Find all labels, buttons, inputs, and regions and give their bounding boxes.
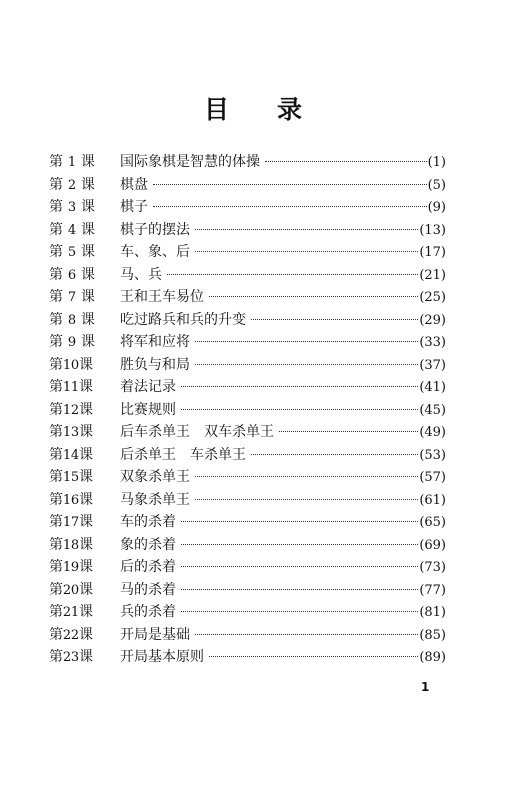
lesson-title: 双象杀单王 bbox=[120, 469, 190, 485]
lesson-index: 5 bbox=[67, 245, 76, 260]
lesson-suffix: 课 bbox=[80, 199, 95, 215]
dot-leader bbox=[181, 611, 418, 612]
lesson-index: 18 bbox=[62, 537, 79, 553]
lesson-index: 16 bbox=[62, 492, 79, 508]
dot-leader bbox=[181, 409, 418, 410]
lesson-suffix: 课 bbox=[78, 356, 93, 373]
dot-leader bbox=[181, 386, 418, 387]
lesson-title: 将军和应将 bbox=[120, 334, 190, 350]
lesson-prefix: 第 bbox=[49, 154, 63, 170]
lesson-index: 20 bbox=[62, 582, 79, 598]
lesson-number bbox=[49, 264, 120, 288]
lesson-index: 19 bbox=[62, 560, 79, 575]
lesson-title: 开局基本原则 bbox=[120, 649, 204, 665]
lesson-number bbox=[49, 421, 120, 445]
lesson-page: (5) bbox=[427, 177, 446, 193]
lesson-prefix: 第 bbox=[49, 176, 63, 193]
lesson-prefix: 第 bbox=[49, 356, 63, 373]
lesson-number bbox=[49, 624, 120, 648]
lesson-prefix: 第 bbox=[49, 379, 63, 395]
lesson-number bbox=[49, 489, 120, 513]
lesson-prefix: 第 bbox=[49, 401, 63, 418]
dot-leader bbox=[195, 364, 418, 365]
lesson-number bbox=[49, 399, 120, 423]
lesson-title: 棋子的摆法 bbox=[120, 221, 190, 238]
lesson-page: (65) bbox=[419, 515, 446, 530]
lesson-suffix: 课 bbox=[78, 514, 93, 530]
lesson-suffix: 课 bbox=[78, 649, 93, 665]
lesson-suffix: 课 bbox=[80, 221, 95, 238]
lesson-suffix: 课 bbox=[78, 469, 93, 485]
lesson-prefix: 第 bbox=[49, 514, 63, 530]
lesson-page: (29) bbox=[419, 312, 446, 328]
lesson-index: 7 bbox=[67, 290, 76, 305]
lesson-index: 1 bbox=[67, 155, 76, 170]
toc-entry bbox=[49, 489, 446, 512]
dot-leader bbox=[251, 454, 418, 455]
lesson-number bbox=[49, 151, 120, 175]
lesson-prefix: 第 bbox=[49, 424, 63, 440]
lesson-number bbox=[49, 579, 120, 603]
lesson-suffix: 课 bbox=[78, 491, 93, 508]
lesson-index: 12 bbox=[62, 402, 79, 418]
toc-entry bbox=[49, 264, 446, 287]
lesson-suffix: 课 bbox=[80, 289, 95, 305]
lesson-prefix: 第 bbox=[49, 649, 63, 665]
lesson-index: 21 bbox=[62, 605, 79, 620]
lesson-page: (37) bbox=[419, 357, 446, 373]
toc-entry bbox=[49, 376, 446, 399]
lesson-page: (73) bbox=[419, 560, 446, 575]
lesson-index: 17 bbox=[62, 515, 79, 530]
lesson-page: (33) bbox=[419, 335, 446, 350]
lesson-number bbox=[49, 511, 120, 535]
toc-entry bbox=[49, 421, 446, 444]
lesson-prefix: 第 bbox=[49, 266, 63, 283]
lesson-page: (77) bbox=[419, 582, 446, 598]
toc-entry bbox=[49, 399, 446, 422]
lesson-title: 车的杀着 bbox=[120, 514, 176, 530]
lesson-page: (85) bbox=[419, 627, 446, 643]
lesson-page: (21) bbox=[419, 267, 446, 283]
lesson-prefix: 第 bbox=[49, 536, 63, 553]
lesson-page: (25) bbox=[419, 290, 446, 305]
dot-leader bbox=[181, 544, 418, 545]
dot-leader bbox=[195, 499, 418, 500]
lesson-prefix: 第 bbox=[49, 199, 63, 215]
toc-entry bbox=[49, 309, 446, 332]
lesson-index: 10 bbox=[62, 357, 79, 373]
lesson-index: 23 bbox=[62, 650, 79, 665]
lesson-title: 马的杀着 bbox=[120, 581, 176, 598]
lesson-page: (1) bbox=[427, 155, 446, 170]
dot-leader bbox=[209, 656, 418, 657]
lesson-page: (17) bbox=[419, 245, 446, 260]
lesson-suffix: 课 bbox=[78, 446, 93, 463]
lesson-number bbox=[49, 286, 120, 310]
lesson-index: 11 bbox=[62, 380, 79, 395]
lesson-prefix: 第 bbox=[49, 626, 63, 643]
lesson-title: 车、象、后 bbox=[120, 244, 190, 260]
toc-entry bbox=[49, 646, 446, 669]
lesson-suffix: 课 bbox=[78, 604, 93, 620]
dot-leader bbox=[181, 589, 418, 590]
lesson-index: 15 bbox=[62, 470, 79, 485]
lesson-suffix: 课 bbox=[80, 176, 95, 193]
lesson-page: (61) bbox=[419, 492, 446, 508]
page-title bbox=[0, 92, 506, 128]
lesson-title: 兵的杀着 bbox=[120, 604, 176, 620]
lesson-suffix: 课 bbox=[78, 626, 93, 643]
lesson-suffix: 课 bbox=[80, 244, 95, 260]
lesson-number bbox=[49, 444, 120, 468]
dot-leader bbox=[195, 341, 418, 342]
lesson-number bbox=[49, 646, 120, 670]
dot-leader bbox=[195, 634, 418, 635]
lesson-prefix: 第 bbox=[49, 221, 63, 238]
lesson-suffix: 课 bbox=[78, 379, 93, 395]
dot-leader bbox=[279, 431, 418, 432]
lesson-page: (53) bbox=[419, 447, 446, 463]
lesson-suffix: 课 bbox=[80, 311, 95, 328]
dot-leader bbox=[181, 566, 418, 567]
toc-entry bbox=[49, 579, 446, 602]
lesson-page: (69) bbox=[419, 537, 446, 553]
lesson-suffix: 课 bbox=[78, 536, 93, 553]
title-char-left: 目 bbox=[203, 95, 229, 124]
lesson-page: (57) bbox=[419, 470, 446, 485]
lesson-suffix: 课 bbox=[78, 424, 93, 440]
lesson-title: 吃过路兵和兵的升变 bbox=[120, 311, 246, 328]
dot-leader bbox=[167, 274, 418, 275]
lesson-index: 8 bbox=[67, 312, 76, 328]
lesson-number bbox=[49, 174, 120, 198]
lesson-page: (89) bbox=[419, 650, 446, 665]
lesson-title: 国际象棋是智慧的体操 bbox=[120, 154, 260, 170]
dot-leader bbox=[153, 206, 427, 207]
lesson-number bbox=[49, 241, 120, 265]
toc-entry bbox=[49, 601, 446, 624]
lesson-title: 马、兵 bbox=[120, 266, 162, 283]
toc-entry bbox=[49, 174, 446, 197]
toc-entry bbox=[49, 196, 446, 219]
lesson-suffix: 课 bbox=[80, 334, 95, 350]
toc-entry bbox=[49, 354, 446, 377]
lesson-prefix: 第 bbox=[49, 289, 63, 305]
lesson-title: 着法记录 bbox=[120, 379, 176, 395]
title-char-right: 录 bbox=[277, 95, 303, 124]
dot-leader bbox=[209, 296, 418, 297]
lesson-number bbox=[49, 376, 120, 400]
toc-entry bbox=[49, 151, 446, 174]
lesson-title: 象的杀着 bbox=[120, 536, 176, 553]
lesson-number bbox=[49, 534, 120, 558]
lesson-number bbox=[49, 466, 120, 490]
lesson-suffix: 课 bbox=[78, 581, 93, 598]
lesson-page: (81) bbox=[419, 605, 446, 620]
dot-leader bbox=[153, 184, 427, 185]
lesson-title: 王和王车易位 bbox=[120, 289, 204, 305]
lesson-index: 14 bbox=[62, 447, 79, 463]
lesson-number bbox=[49, 196, 120, 220]
dot-leader bbox=[195, 476, 418, 477]
lesson-prefix: 第 bbox=[49, 581, 63, 598]
lesson-number bbox=[49, 331, 120, 355]
lesson-prefix: 第 bbox=[49, 604, 63, 620]
lesson-suffix: 课 bbox=[78, 401, 93, 418]
lesson-title: 后杀单王 车杀单王 bbox=[120, 446, 246, 463]
lesson-suffix: 课 bbox=[80, 266, 95, 283]
lesson-page: (45) bbox=[419, 402, 446, 418]
lesson-prefix: 第 bbox=[49, 311, 63, 328]
dot-leader bbox=[265, 161, 427, 162]
lesson-prefix: 第 bbox=[49, 469, 63, 485]
lesson-index: 4 bbox=[67, 222, 76, 238]
lesson-number bbox=[49, 219, 120, 243]
dot-leader bbox=[251, 319, 418, 320]
lesson-number bbox=[49, 556, 120, 580]
toc-entry bbox=[49, 511, 446, 534]
lesson-index: 2 bbox=[67, 177, 76, 193]
lesson-title: 比赛规则 bbox=[120, 401, 176, 418]
toc-entry bbox=[49, 534, 446, 557]
lesson-suffix: 课 bbox=[80, 154, 95, 170]
lesson-number bbox=[49, 354, 120, 378]
lesson-title: 马象杀单王 bbox=[120, 491, 190, 508]
lesson-page: (9) bbox=[427, 200, 446, 215]
toc-entry bbox=[49, 624, 446, 647]
lesson-title: 开局是基础 bbox=[120, 626, 190, 643]
toc-entry bbox=[49, 466, 446, 489]
toc-entry bbox=[49, 444, 446, 467]
lesson-prefix: 第 bbox=[49, 334, 63, 350]
toc-entry bbox=[49, 556, 446, 579]
lesson-prefix: 第 bbox=[49, 559, 63, 575]
lesson-suffix: 课 bbox=[78, 559, 93, 575]
lesson-prefix: 第 bbox=[49, 244, 63, 260]
toc-entry bbox=[49, 331, 446, 354]
lesson-title: 胜负与和局 bbox=[120, 356, 190, 373]
lesson-index: 9 bbox=[67, 335, 76, 350]
lesson-page: (41) bbox=[419, 380, 446, 395]
toc-entry bbox=[49, 241, 446, 264]
lesson-index: 3 bbox=[67, 200, 76, 215]
lesson-index: 22 bbox=[62, 627, 79, 643]
lesson-number bbox=[49, 601, 120, 625]
lesson-index: 13 bbox=[62, 425, 79, 440]
lesson-number bbox=[49, 309, 120, 333]
lesson-title: 后的杀着 bbox=[120, 559, 176, 575]
lesson-index: 6 bbox=[67, 267, 76, 283]
dot-leader bbox=[195, 251, 418, 252]
dot-leader bbox=[181, 521, 418, 522]
lesson-title: 棋子 bbox=[120, 199, 148, 215]
lesson-page: (13) bbox=[419, 222, 446, 238]
toc-entry bbox=[49, 219, 446, 242]
lesson-title: 后车杀单王 双车杀单王 bbox=[120, 424, 274, 440]
lesson-prefix: 第 bbox=[49, 491, 63, 508]
table-of-contents bbox=[49, 151, 446, 669]
lesson-title: 棋盘 bbox=[120, 176, 148, 193]
dot-leader bbox=[195, 229, 418, 230]
page-number: 1 bbox=[421, 680, 430, 694]
toc-entry bbox=[49, 286, 446, 309]
lesson-page: (49) bbox=[419, 425, 446, 440]
lesson-prefix: 第 bbox=[49, 446, 63, 463]
